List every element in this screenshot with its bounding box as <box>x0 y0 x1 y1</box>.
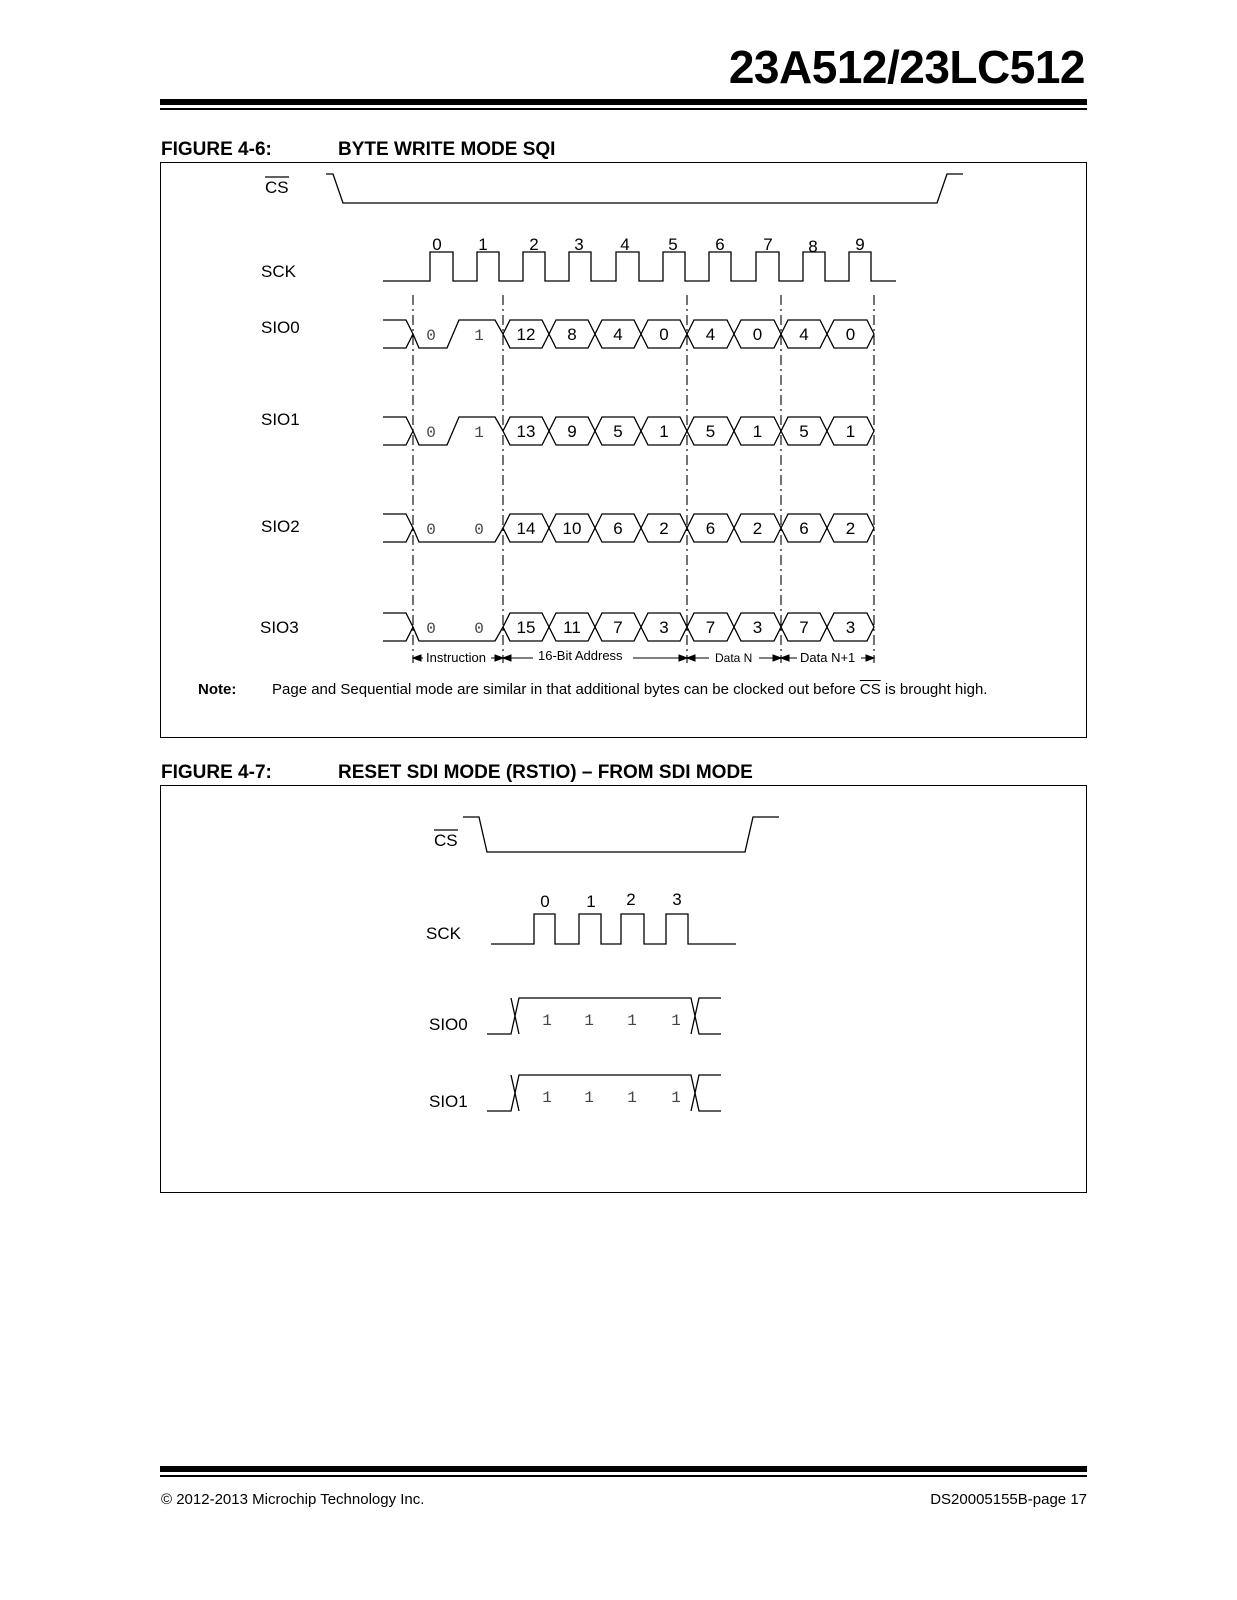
data-n1-section-label: Data N+1 <box>800 650 856 665</box>
sio2-data-value: 6 <box>799 519 809 538</box>
sio3-data-value: 7 <box>799 618 809 637</box>
sck-signal-label: SCK <box>261 262 296 281</box>
cs-label-2 <box>434 830 458 850</box>
cs-waveform-2 <box>463 817 779 852</box>
sck-waveform <box>383 252 896 281</box>
sio2-data-value: 14 <box>516 519 536 538</box>
address-section-label: 16-Bit Address <box>538 648 623 663</box>
sio1-data-value: 1 <box>845 422 856 441</box>
figure-2-label: FIGURE 4-7: <box>161 762 272 783</box>
data-n-section-label: Data N <box>715 651 753 665</box>
cs-label <box>265 177 289 197</box>
sio2-data-value: 2 <box>659 519 669 538</box>
note-text-before: Page and Sequential mode are similar in that additional bytes can be clocked out before <box>272 681 860 698</box>
arrow-head <box>413 655 421 661</box>
sio1-bit-2: 1 <box>627 1089 637 1107</box>
sio0-data-value: 0 <box>845 325 856 344</box>
sio2-data-value: 6 <box>705 519 716 538</box>
clock-number: 6 <box>715 235 725 254</box>
sio0-transition-2 <box>691 998 721 1034</box>
sio0-bit-2: 1 <box>542 1012 552 1030</box>
clock-number: 8 <box>808 237 818 256</box>
arrow-head <box>687 655 695 661</box>
sio1-signal-label-2: SIO1 <box>429 1092 468 1111</box>
cs-waveform <box>326 174 963 203</box>
sio2-data-value: 2 <box>752 519 763 538</box>
sio0-data-value: 0 <box>659 325 669 344</box>
clock-number: 4 <box>620 235 630 254</box>
sio0-data-value: 4 <box>705 325 716 344</box>
sio1-data-value: 13 <box>516 422 536 441</box>
sio0-data-value: 4 <box>799 325 809 344</box>
note-text-after: is brought high. <box>880 681 988 698</box>
sio0-bit-2: 1 <box>671 1012 681 1030</box>
note-cs: $\overline{CS}$ <box>859 681 881 698</box>
sio0-data-value: 4 <box>613 325 623 344</box>
sio2-data-value: 6 <box>613 519 623 538</box>
figure-2-svg <box>161 786 1086 1192</box>
sio3-data-value: 7 <box>705 618 716 637</box>
clock-number: 5 <box>668 235 678 254</box>
footer-rule-thin <box>160 1475 1087 1477</box>
sio1-data-value: 5 <box>613 422 623 441</box>
sio1-bit-2: 1 <box>542 1089 552 1107</box>
arrow-head <box>781 655 789 661</box>
sio0-signal-label-2: SIO0 <box>429 1015 468 1034</box>
clock-number: 0 <box>540 892 550 911</box>
sio2-lead-in <box>383 514 413 542</box>
instruction-bit: 1 <box>474 327 484 345</box>
arrow-head <box>866 655 874 661</box>
sio1-signal-label: SIO1 <box>261 410 300 429</box>
sio0-lead-in <box>383 320 413 348</box>
instruction-bit: 0 <box>474 620 484 638</box>
sio1-lead-in <box>383 417 413 445</box>
instruction-bit: 0 <box>474 521 484 539</box>
sio3-data-value: 3 <box>659 618 669 637</box>
cs-signal-label-2: CS <box>434 831 458 850</box>
footer-doc-number: DS20005155B-page 17 <box>930 1491 1087 1508</box>
sio1-data-value: 9 <box>567 422 577 441</box>
sio2-signal-label: SIO2 <box>261 517 300 536</box>
sck-waveform-2 <box>491 914 736 944</box>
figure-2-timing-diagram <box>160 785 1087 1193</box>
clock-number: 1 <box>478 235 488 254</box>
sio2-data-value: 10 <box>562 519 582 538</box>
arrow-head <box>503 655 511 661</box>
cs-signal-label: CS <box>265 178 289 197</box>
clock-number: 9 <box>855 235 865 254</box>
instruction-bit: 0 <box>426 521 436 539</box>
sio3-signal-label: SIO3 <box>260 618 299 637</box>
clock-number: 2 <box>529 235 539 254</box>
sio3-data-value: 3 <box>752 618 763 637</box>
sio3-data-value: 3 <box>845 618 856 637</box>
sio0-bit-2: 1 <box>584 1012 594 1030</box>
sio3-data-value: 7 <box>613 618 623 637</box>
sio2-data-value: 2 <box>845 519 856 538</box>
sio1-bit-2: 1 <box>584 1089 594 1107</box>
sio0-waveform-2 <box>487 998 721 1034</box>
footer-rule <box>160 1466 1087 1472</box>
figure-1-svg <box>161 163 1086 737</box>
sio3-data-value: 15 <box>516 618 536 637</box>
sio0-bit-2: 1 <box>627 1012 637 1030</box>
clock-number: 0 <box>432 235 442 254</box>
note-label: Note: <box>198 681 237 698</box>
clock-number: 2 <box>626 890 636 909</box>
sio1-waveform-2 <box>487 1075 721 1111</box>
sio1-bit-2: 1 <box>671 1089 681 1107</box>
sio1-data-value: 1 <box>752 422 763 441</box>
sio0-signal-label: SIO0 <box>261 318 300 337</box>
figure-1-timing-diagram <box>160 162 1087 738</box>
instruction-bit: 0 <box>426 424 436 442</box>
section-boundaries <box>413 295 874 663</box>
instruction-section-label: Instruction <box>426 650 486 665</box>
clock-number: 1 <box>586 892 596 911</box>
sio1-data-value: 5 <box>705 422 716 441</box>
sio3-data-value: 11 <box>563 618 581 637</box>
header-rule <box>160 99 1087 105</box>
note-text <box>272 681 987 698</box>
clock-number: 7 <box>763 235 773 254</box>
clock-number: 3 <box>672 890 682 909</box>
sck-signal-label-2: SCK <box>426 924 461 943</box>
sio1-data-value: 1 <box>659 422 669 441</box>
figure-1-label: FIGURE 4-6: <box>161 139 272 160</box>
clock-number: 3 <box>574 235 584 254</box>
sio3-lead-in <box>383 613 413 641</box>
instruction-bit: 0 <box>426 620 436 638</box>
footer-copyright: © 2012-2013 Microchip Technology Inc. <box>161 1491 425 1508</box>
instruction-bit: 1 <box>474 424 484 442</box>
page-title: 23A512/23LC512 <box>728 41 1085 93</box>
sio0-data-value: 0 <box>752 325 763 344</box>
instruction-bit: 0 <box>426 327 436 345</box>
sio0-data-value: 8 <box>567 325 577 344</box>
sio1-data-value: 5 <box>799 422 809 441</box>
sio1-transition-2 <box>691 1075 721 1111</box>
sio0-data-value: 12 <box>516 325 536 344</box>
header-rule-thin <box>160 108 1087 110</box>
figure-1-title: BYTE WRITE MODE SQI <box>338 139 556 160</box>
figure-2-title: RESET SDI MODE (RSTIO) – FROM SDI MODE <box>338 762 753 783</box>
